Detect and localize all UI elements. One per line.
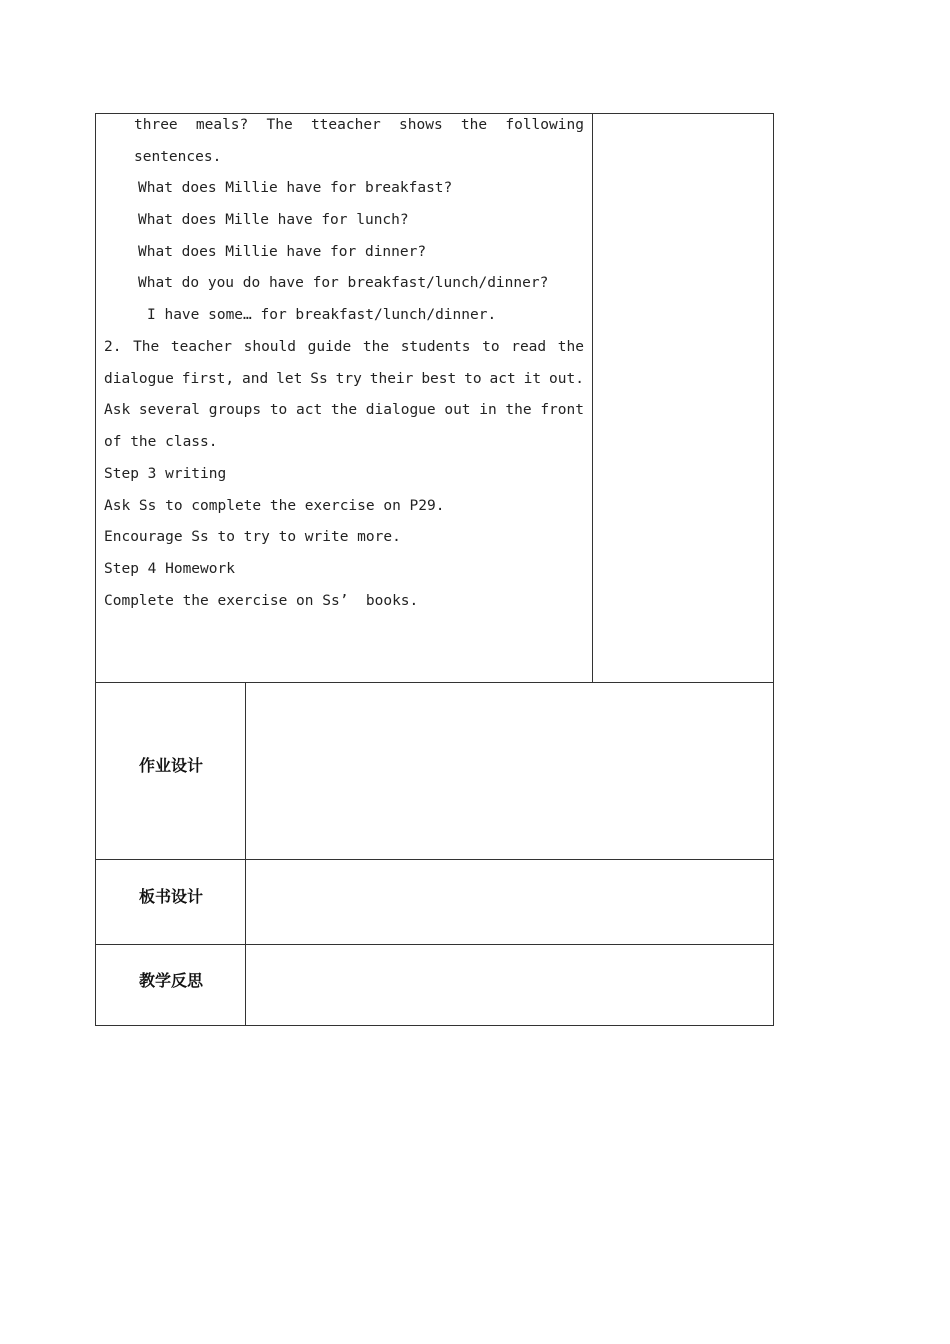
word: The — [133, 339, 160, 355]
homework-design-label: 作业设计 — [138, 756, 203, 775]
table-bottom-border — [95, 1025, 774, 1026]
word: 2. — [104, 339, 122, 355]
lesson-line-12: Step 3 writing — [104, 466, 227, 482]
word: to — [464, 371, 482, 387]
notes-column-cell[interactable] — [593, 114, 773, 682]
lesson-line-4: What does Mille have for lunch? — [138, 212, 409, 228]
word: should — [243, 339, 296, 355]
lesson-line-15: Step 4 Homework — [104, 561, 235, 577]
word: meals? — [195, 117, 249, 133]
lesson-line-9 — [104, 369, 584, 389]
word: students — [400, 339, 471, 355]
word: to — [482, 339, 500, 355]
word: act — [295, 402, 323, 418]
word: following — [505, 117, 584, 133]
word: the — [557, 339, 584, 355]
word: several — [138, 402, 201, 418]
word: and — [242, 371, 269, 387]
lesson-line-5: What does Millie have for dinner? — [138, 244, 427, 260]
word: first, — [181, 371, 235, 387]
word: the — [362, 339, 390, 355]
word: to — [269, 402, 288, 418]
word: out. — [549, 371, 584, 387]
word: the — [505, 402, 532, 418]
lesson-line-6: What do you do have for breakfast/lunch/dinner? — [138, 275, 549, 291]
word: front — [540, 402, 584, 418]
word: Ss — [310, 371, 328, 387]
word: dialogue — [104, 371, 174, 387]
lesson-line-7: I have some… for breakfast/lunch/dinner. — [147, 307, 497, 323]
lesson-line-11: of the class. — [104, 434, 218, 450]
board-design-label: 板书设计 — [138, 887, 203, 906]
lesson-line-1 — [134, 115, 584, 135]
table-right-border — [773, 113, 774, 1026]
teaching-reflection-cell[interactable] — [246, 945, 773, 1025]
word: three — [134, 117, 178, 133]
lesson-line-3: What does Millie have for breakfast? — [138, 180, 453, 196]
word: in — [479, 402, 497, 418]
word: act — [489, 371, 516, 387]
word: guide — [307, 339, 352, 355]
lesson-line-10 — [104, 400, 584, 420]
word: tteacher — [310, 117, 381, 133]
word: best — [421, 371, 457, 387]
word: groups — [208, 402, 262, 418]
lesson-line-2: sentences. — [134, 149, 222, 165]
word: let — [276, 371, 303, 387]
word: shows — [399, 117, 443, 133]
word: teacher — [170, 339, 232, 355]
word: out — [444, 402, 471, 418]
board-design-cell[interactable] — [246, 860, 773, 944]
lesson-line-8 — [104, 337, 584, 357]
word: read — [511, 339, 547, 355]
word: The — [266, 117, 293, 133]
word: it — [523, 371, 542, 387]
word: dialogue — [365, 402, 436, 418]
word: try — [335, 371, 362, 387]
teaching-reflection-label: 教学反思 — [138, 971, 203, 990]
lesson-line-14: Encourage Ss to try to write more. — [104, 529, 401, 545]
lesson-line-16: Complete the exercise on Ss’ books. — [104, 593, 419, 609]
homework-design-cell[interactable] — [246, 683, 773, 859]
word: the — [460, 117, 488, 133]
word: their — [369, 371, 414, 387]
word: the — [330, 402, 358, 418]
lesson-line-13: Ask Ss to complete the exercise on P29. — [104, 498, 445, 514]
word: Ask — [104, 402, 131, 418]
